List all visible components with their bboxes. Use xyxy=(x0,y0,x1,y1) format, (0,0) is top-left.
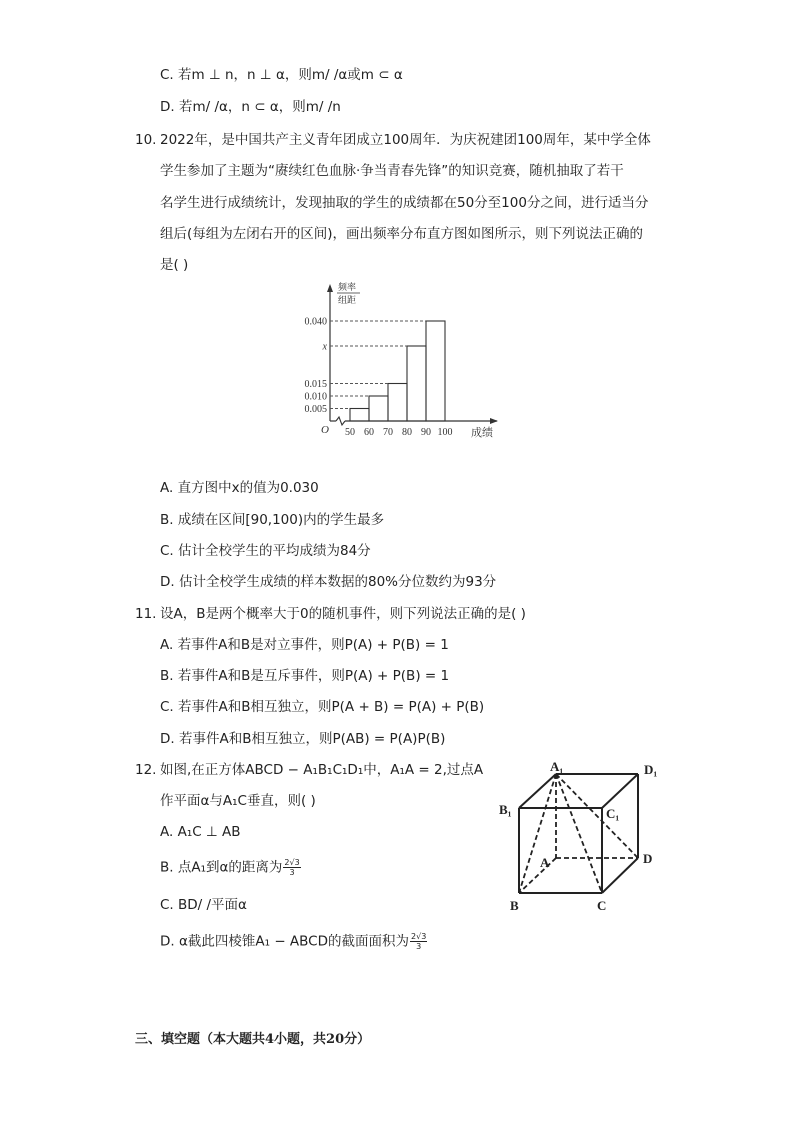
q9-option-d: D. 若m/ /α，n ⊂ α，则m/ /n xyxy=(160,99,341,115)
q10-option-d: D. 估计全校学生成绩的样本数据的80%分位数约为93分 xyxy=(160,574,497,590)
q11-stem: 设A，B是两个概率大于0的随机事件，则下列说法正确的是( ) xyxy=(160,606,526,622)
histogram-bar xyxy=(407,346,426,421)
x-tick-label: 100 xyxy=(437,427,453,438)
q12-number: 12. xyxy=(135,762,157,778)
q12-option-d-fraction xyxy=(410,932,427,951)
histogram-bar xyxy=(388,384,407,422)
y-tick-label: 0.015 xyxy=(304,379,327,390)
q11-number: 11. xyxy=(135,606,157,622)
q10-stem-line2: 学生参加了主题为“赓续红色血脉·争当青春先锋”的知识竞赛，随机抽取了若干 xyxy=(160,163,624,179)
q12-option-b-fraction xyxy=(283,858,300,877)
q12-stem-line1: 如图,在正方体ABCD − A₁B₁C₁D₁中，A₁A = 2,过点A xyxy=(160,762,484,778)
fraction-denominator: 3 xyxy=(289,868,295,877)
fraction-denominator: 3 xyxy=(416,942,422,951)
x-tick-label: 80 xyxy=(402,427,412,438)
origin-label: O xyxy=(321,424,329,436)
edge-d1-c1 xyxy=(602,774,638,808)
y-axis-arrow xyxy=(327,284,333,292)
q10-stem-line4: 组后(每组为左闭右开的区间)，画出频率分布直方图如图所示，则下列说法正确的 xyxy=(160,226,644,242)
fraction-numerator: 2√3 xyxy=(411,932,427,941)
x-axis-break xyxy=(336,417,345,425)
q10-option-a: A. 直方图中x的值为0.030 xyxy=(160,480,319,496)
section-heading-fill-in: 三、填空题（本大题共4小题，共20分） xyxy=(135,1032,371,1047)
label-c1: C₁ xyxy=(606,806,620,821)
q11-option-b: B. 若事件A和B是互斥事件，则P(A) + P(B) = 1 xyxy=(160,668,450,684)
x-tick-label: 90 xyxy=(421,427,431,438)
q12-option-b-text: B. 点A₁到α的距离为 xyxy=(160,859,283,876)
x-axis-arrow xyxy=(490,418,498,424)
y-axis-label-top: 频率 xyxy=(338,282,357,292)
y-tick-label: 0.005 xyxy=(304,404,327,415)
label-b1: B₁ xyxy=(499,802,512,817)
label-d: D xyxy=(643,851,653,866)
cube-figure xyxy=(492,760,672,912)
y-axis-label-bottom: 组距 xyxy=(338,295,357,305)
q10-stem-line1: 2022年，是中国共产主义青年团成立100周年．为庆祝建团100周年，某中学全体 xyxy=(160,132,651,148)
y-tick-label: 0.040 xyxy=(304,316,327,328)
label-a: A xyxy=(540,855,550,870)
q10-option-b: B. 成绩在区间[90,100)内的学生最多 xyxy=(160,512,385,528)
fraction-numerator: 2√3 xyxy=(284,858,300,867)
label-a1: A₁ xyxy=(550,760,564,774)
label-c: C xyxy=(597,898,607,912)
q12-option-c: C. BD/ /平面α xyxy=(160,897,247,913)
y-tick-label: x xyxy=(322,341,327,353)
x-axis-label: 成绩 xyxy=(471,427,493,439)
q11-option-d: D. 若事件A和B相互独立，则P(AB) = P(A)P(B) xyxy=(160,731,446,747)
q12-option-d-text: D. α截此四棱锥A₁ − ABCD的截面面积为 xyxy=(160,933,409,950)
x-tick-label: 50 xyxy=(345,427,355,438)
label-b: B xyxy=(510,898,519,912)
q10-number: 10. xyxy=(135,132,157,148)
edge-c-d xyxy=(602,858,638,893)
q11-option-c: C. 若事件A和B相互独立，则P(A + B) = P(A) + P(B) xyxy=(160,699,485,715)
label-d1: D₁ xyxy=(644,762,658,777)
q12-option-d xyxy=(160,932,427,951)
histogram-bar xyxy=(350,409,369,422)
x-tick-label: 60 xyxy=(364,427,374,438)
q11-option-a: A. 若事件A和B是对立事件，则P(A) + P(B) = 1 xyxy=(160,637,449,653)
y-tick-label: 0.010 xyxy=(304,391,327,403)
x-tick-label: 70 xyxy=(383,427,393,438)
q12-option-b xyxy=(160,858,301,877)
q10-stem-line5: 是( ) xyxy=(160,257,189,273)
q9-option-c: C. 若m ⊥ n，n ⊥ α，则m/ /α或m ⊂ α xyxy=(160,67,403,83)
q12-option-a: A. A₁C ⊥ AB xyxy=(160,824,241,840)
q12-stem-line2: 作平面α与A₁C垂直，则( ) xyxy=(160,793,316,809)
q10-stem-line3: 名学生进行成绩统计，发现抽取的学生的成绩都在50分至100分之间，进行适当分 xyxy=(160,195,649,211)
histogram-bar xyxy=(369,396,388,421)
q10-option-c: C. 估计全校学生的平均成绩为84分 xyxy=(160,543,371,559)
frequency-histogram xyxy=(285,278,515,444)
edge-a1-c xyxy=(556,774,602,893)
histogram-bar xyxy=(426,321,445,421)
